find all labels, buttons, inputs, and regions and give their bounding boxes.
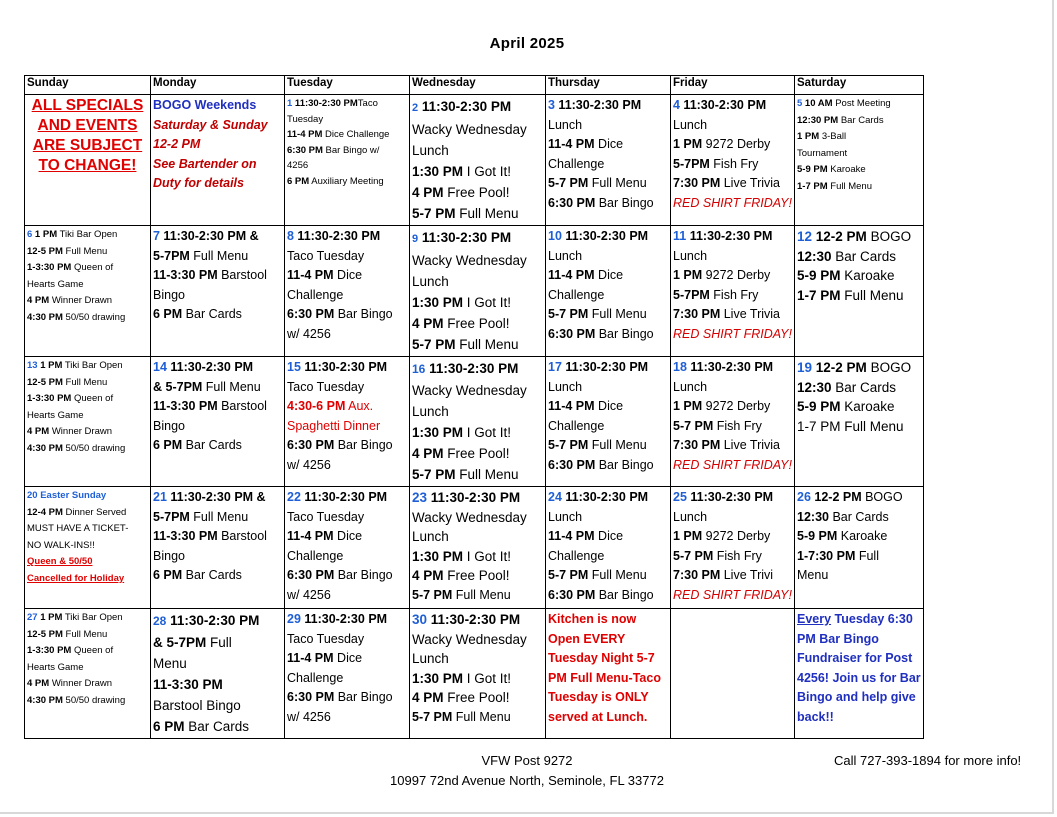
day-cell-7 <box>151 226 285 357</box>
event-line: 8 11:30-2:30 PM <box>287 229 381 243</box>
event-line: Lunch <box>412 651 449 666</box>
day-cell-17 <box>546 357 671 487</box>
day-number: 2 <box>412 102 419 114</box>
day-number: 10 <box>548 229 562 243</box>
event-line: 5-9 PM Karoake <box>797 399 895 414</box>
event-line: Wacky Wednesday <box>412 253 527 268</box>
event-line: & 5-7PM Full <box>153 635 232 650</box>
event-line: w/ 4256 <box>287 587 331 602</box>
kitchen-notice-line: Tuesday is ONLY <box>548 690 649 704</box>
event-line: 1 PM 3-Ball <box>797 131 847 142</box>
day-cell-24 <box>546 487 671 609</box>
empty-cell <box>671 609 795 739</box>
day-cell-15 <box>285 357 410 487</box>
event-line: 5-7PM Fish Fry <box>673 156 759 171</box>
event-line: 12-5 PM Full Menu <box>27 245 108 257</box>
event-line: 1:30 PM I Got It! <box>412 295 512 310</box>
day-number: 8 <box>287 229 294 243</box>
event-line: 1-7 PM Full Menu <box>797 287 904 303</box>
event-line: 11-3:30 PM <box>153 677 223 692</box>
day-number: 18 <box>673 360 687 374</box>
event-line: Tournament <box>797 147 848 159</box>
event-line: 6:30 PM Bar Bingo <box>548 587 654 602</box>
bogo-line: 12-2 PM <box>153 137 201 151</box>
event-line: 6 1 PM Tiki Bar Open <box>27 229 118 240</box>
event-line: 4:30 PM 50/50 drawing <box>27 694 126 706</box>
event-line: 12:30 Bar Cards <box>797 509 889 524</box>
event-line: Taco Tuesday <box>287 248 365 263</box>
calendar-table <box>24 75 924 739</box>
event-line: Challenge <box>287 670 344 685</box>
event-line: 4 PM Winner Drawn <box>27 678 113 689</box>
event-line: Challenge <box>548 156 605 171</box>
fundraiser-line: 4256! Join us for Bar <box>797 670 921 685</box>
event-line: 5-7 PM Full Menu <box>548 307 647 321</box>
week-row-2 <box>25 226 924 357</box>
day-cell-30 <box>410 609 546 739</box>
event-line: 10 11:30-2:30 PM <box>548 229 649 243</box>
day-cell-18 <box>671 357 795 487</box>
day-number: 4 <box>673 98 680 112</box>
day-cell-2 <box>410 95 546 226</box>
event-line: Challenge <box>548 418 605 433</box>
event-line: 1 PM 9272 Derby <box>673 399 771 413</box>
event-line: Challenge <box>548 287 605 302</box>
event-line: 7:30 PM Live Trivia <box>673 176 780 190</box>
event-line: 12:30 Bar Cards <box>797 248 897 264</box>
event-line: 5-7 PM Fish Fry <box>673 548 762 563</box>
event-line: 1:30 PM I Got It! <box>412 164 512 179</box>
day-cell-4 <box>671 95 795 226</box>
event-line: 6 PM Bar Cards <box>153 307 242 321</box>
event-line: 1 PM 9272 Derby <box>673 529 771 543</box>
event-line: 6:30 PM Bar Bingo <box>548 195 654 210</box>
event-line: 21 11:30-2:30 PM & <box>153 490 266 504</box>
event-line: 1-7 PM Full Menu <box>797 418 904 434</box>
event-line: 20 Easter Sunday <box>27 490 107 501</box>
day-number: 3 <box>548 98 555 112</box>
event-line: 5-7 PM Full Menu <box>412 587 511 602</box>
cancelled-note: Queen & 50/50 <box>27 556 93 567</box>
event-line: 11-4 PM Dice <box>548 529 624 543</box>
event-line: 24 11:30-2:30 PM <box>548 490 649 504</box>
event-line: 7:30 PM Live Trivia <box>673 307 780 321</box>
event-line: 4:30 PM 50/50 drawing <box>27 311 126 323</box>
event-line: Challenge <box>548 548 605 563</box>
day-cell-13 <box>25 357 151 487</box>
week-row-4 <box>25 487 924 609</box>
event-line: w/ 4256 <box>287 326 331 341</box>
event-line: 12-5 PM Full Menu <box>27 376 108 388</box>
day-cell-11 <box>671 226 795 357</box>
day-number: 6 <box>27 229 33 240</box>
day-cell-1 <box>285 95 410 226</box>
event-line: Bingo <box>153 548 185 563</box>
day-number: 9 <box>412 233 419 245</box>
event-line: 27 1 PM Tiki Bar Open <box>27 612 123 623</box>
event-line: Lunch <box>548 117 583 132</box>
event-line: Taco Tuesday <box>287 509 365 524</box>
day-number: 1 <box>287 98 293 109</box>
day-cell-25 <box>671 487 795 609</box>
event-line: 6 PM Bar Cards <box>153 568 242 582</box>
event-line: 16 11:30-2:30 PM <box>412 361 519 376</box>
event-line: 4 PM Free Pool! <box>412 690 510 705</box>
fundraiser-line: back!! <box>797 709 834 724</box>
day-cell-21 <box>151 487 285 609</box>
event-line: 6:30 PM Bar Bingo <box>287 438 393 452</box>
day-number: 16 <box>412 362 426 376</box>
day-cell-16 <box>410 357 546 487</box>
week-row-5 <box>25 609 924 739</box>
day-cell-28 <box>151 609 285 739</box>
event-line: Hearts Game <box>27 409 84 421</box>
day-number: 11 <box>673 229 687 243</box>
day-number: 25 <box>673 490 687 504</box>
event-line: 12:30 Bar Cards <box>797 379 897 395</box>
kitchen-notice-cell <box>546 609 671 739</box>
event-line: 1 PM 9272 Derby <box>673 268 771 282</box>
event-line: Lunch <box>548 379 583 394</box>
event-line: 2 11:30-2:30 PM <box>412 99 512 114</box>
weekday-thursday: Thursday <box>546 76 671 95</box>
event-line: 6 PM Bar Cards <box>153 719 250 734</box>
event-line: 14 11:30-2:30 PM <box>153 360 254 374</box>
event-line: 6:30 PM Bar Bingo <box>287 690 393 704</box>
event-line: Challenge <box>287 287 344 302</box>
event-line: 5-7 PM Full Menu <box>548 438 647 452</box>
day-number: 29 <box>287 612 301 626</box>
day-cell-29 <box>285 609 410 739</box>
event-line: 29 11:30-2:30 PM <box>287 612 388 626</box>
event-line: 1-3:30 PM Queen of <box>27 262 114 273</box>
event-line: 5-7 PM Full Menu <box>548 568 647 582</box>
event-line: 1-7 PM Full Menu <box>797 180 872 192</box>
footer-post-name: VFW Post 9272 <box>481 753 573 768</box>
event-line: 25 11:30-2:30 PM <box>673 490 774 504</box>
event-line: Tuesday <box>287 113 324 125</box>
fundraiser-line: PM Bar Bingo <box>797 631 879 646</box>
weekday-monday: Monday <box>151 76 285 95</box>
day-number: 5 <box>797 98 803 109</box>
event-line: 12-4 PM Dinner Served <box>27 506 127 518</box>
event-line: Spaghetti Dinner <box>287 418 381 433</box>
day-cell-8 <box>285 226 410 357</box>
event-line: 1-3:30 PM Queen of <box>27 645 114 656</box>
footer-address: 10997 72nd Avenue North, Seminole, FL 33772 <box>390 773 664 788</box>
bogo-line: Duty for details <box>153 176 244 190</box>
event-line: 1-7:30 PM Full <box>797 548 879 563</box>
day-number: 30 <box>412 612 428 627</box>
event-line: 23 11:30-2:30 PM <box>412 490 521 505</box>
notice-line: ALL SPECIALS <box>31 97 144 114</box>
event-line: 5-9 PM Karoake <box>797 529 888 543</box>
day-cell-23 <box>410 487 546 609</box>
event-line: Hearts Game <box>27 278 84 290</box>
event-line: Lunch <box>548 248 583 263</box>
event-line: 1 11:30-2:30 PMTaco <box>287 98 378 109</box>
event-line: 11-4 PM Dice <box>548 399 624 413</box>
event-line: 18 11:30-2:30 PM <box>673 360 774 374</box>
event-line: 4 11:30-2:30 PM <box>673 98 767 112</box>
event-line: Taco Tuesday <box>287 379 365 394</box>
event-line: 4:30-6 PM Aux. <box>287 399 374 413</box>
event-line: 7 11:30-2:30 PM & <box>153 229 259 243</box>
cancelled-note: Cancelled for Holiday <box>27 572 125 584</box>
day-number: 27 <box>27 612 38 623</box>
event-line: Bingo <box>153 418 185 433</box>
day-cell-14 <box>151 357 285 487</box>
fundraiser-line: Fundraiser for Post <box>797 651 913 665</box>
red-shirt-friday-note: RED SHIRT FRIDAY! <box>673 587 792 602</box>
event-line: 5-7 PM Full Menu <box>412 709 511 724</box>
day-cell-5 <box>795 95 924 226</box>
day-cell-27 <box>25 609 151 739</box>
event-line: Bingo <box>153 287 185 302</box>
event-line: Challenge <box>287 548 344 563</box>
notice-cell <box>25 95 151 226</box>
event-line: Lunch <box>412 274 449 289</box>
day-number: 17 <box>548 360 562 374</box>
event-line: 11-4 PM Dice <box>287 268 363 282</box>
day-number: 28 <box>153 614 167 628</box>
red-shirt-friday-note: RED SHIRT FRIDAY! <box>673 195 792 210</box>
event-line: Barstool Bingo <box>153 698 241 713</box>
event-line: 1-3:30 PM Queen of <box>27 393 114 404</box>
event-line: 11-4 PM Dice Challenge <box>287 129 390 140</box>
event-line: Lunch <box>412 404 449 419</box>
event-line: 12-5 PM Full Menu <box>27 628 108 640</box>
event-line: 11-3:30 PM Barstool <box>153 268 267 282</box>
day-cell-20 <box>25 487 151 609</box>
event-line: MUST HAVE A TICKET- <box>27 523 129 534</box>
day-cell-12 <box>795 226 924 357</box>
event-line: 30 11:30-2:30 PM <box>412 612 521 627</box>
event-line: 5 10 AM Post Meeting <box>797 98 891 109</box>
event-line: 5-7PM Full Menu <box>153 509 249 524</box>
kitchen-notice-line: Tuesday Night 5-7 <box>548 651 655 665</box>
event-line: w/ 4256 <box>287 709 331 724</box>
event-line: 9 11:30-2:30 PM <box>412 230 512 245</box>
event-line: 4256 <box>287 160 309 171</box>
event-line: 7:30 PM Live Trivia <box>673 438 780 452</box>
event-line: 28 11:30-2:30 PM <box>153 613 260 628</box>
event-line: 11-4 PM Dice <box>287 529 363 543</box>
event-line: 6:30 PM Bar Bingo w/ <box>287 144 380 156</box>
event-line: Taco Tuesday <box>287 631 365 646</box>
day-cell-6 <box>25 226 151 357</box>
notice-line: ARE SUBJECT <box>32 137 143 154</box>
event-line: 19 12-2 PM BOGO <box>797 360 912 375</box>
day-cell-9 <box>410 226 546 357</box>
day-number: 7 <box>153 229 160 243</box>
kitchen-notice-line: PM Full Menu-Taco <box>548 670 661 685</box>
bogo-heading: BOGO Weekends <box>153 98 257 112</box>
day-cell-3 <box>546 95 671 226</box>
event-line: 11-3:30 PM Barstool <box>153 529 267 543</box>
event-line: 1:30 PM I Got It! <box>412 425 512 440</box>
fundraiser-line: Bingo and help give <box>797 690 916 704</box>
event-line: Lunch <box>548 509 583 524</box>
event-line: w/ 4256 <box>287 457 331 472</box>
event-line: 5-9 PM Karoake <box>797 268 895 283</box>
day-cell-10 <box>546 226 671 357</box>
weekday-wednesday: Wednesday <box>410 76 546 95</box>
event-line: 26 12-2 PM BOGO <box>797 490 903 504</box>
weekday-sunday: Sunday <box>25 76 151 95</box>
event-line: 22 11:30-2:30 PM <box>287 490 388 504</box>
kitchen-notice-line: Kitchen is now <box>548 612 637 626</box>
day-cell-26 <box>795 487 924 609</box>
calendar-title: April 2025 <box>489 35 565 52</box>
day-number: 22 <box>287 490 301 504</box>
day-number: 24 <box>548 490 562 504</box>
event-line: 1 PM 9272 Derby <box>673 137 771 151</box>
event-line: 6:30 PM Bar Bingo <box>548 326 654 341</box>
event-line: Wacky Wednesday <box>412 509 527 525</box>
event-line: 12 12-2 PM BOGO <box>797 229 912 244</box>
event-line: & 5-7PM Full Menu <box>153 379 261 394</box>
event-line: 5-7PM Fish Fry <box>673 287 759 302</box>
event-line: 4:30 PM 50/50 drawing <box>27 442 126 454</box>
event-line: 4 PM Free Pool! <box>412 446 510 461</box>
week-row-3 <box>25 357 924 487</box>
event-line: 11-3:30 PM Barstool <box>153 399 267 413</box>
day-number: 21 <box>153 490 167 504</box>
day-number: 14 <box>153 360 167 374</box>
week-row-1 <box>25 95 924 226</box>
event-line: Wacky Wednesday <box>412 122 527 137</box>
event-line: Lunch <box>673 248 708 263</box>
event-line: 5-7 PM Full Menu <box>412 206 519 221</box>
bogo-weekends-cell <box>151 95 285 226</box>
event-line: 5-7 PM Full Menu <box>412 467 519 482</box>
weekday-friday: Friday <box>671 76 795 95</box>
day-number: 13 <box>27 360 38 371</box>
event-line: 4 PM Free Pool! <box>412 185 510 200</box>
notice-line: AND EVENTS <box>37 117 138 134</box>
day-cell-19 <box>795 357 924 487</box>
event-line: Lunch <box>412 143 449 158</box>
event-line: 11-4 PM Dice <box>287 651 363 665</box>
weekday-tuesday: Tuesday <box>285 76 410 95</box>
day-number: 15 <box>287 360 301 374</box>
event-line: NO WALK-INS!! <box>27 539 95 551</box>
event-line: 11 11:30-2:30 PM <box>673 229 773 243</box>
fundraiser-line: Every Tuesday 6:30 <box>797 612 913 626</box>
event-line: 5-7 PM Full Menu <box>412 337 519 352</box>
red-shirt-friday-note: RED SHIRT FRIDAY! <box>673 326 792 341</box>
day-number: 12 <box>797 229 813 244</box>
event-line: Lunch <box>673 379 708 394</box>
event-line: 17 11:30-2:30 PM <box>548 360 649 374</box>
kitchen-notice-line: served at Lunch. <box>548 709 648 724</box>
bogo-line: Saturday & Sunday <box>153 117 268 132</box>
event-line: 5-7PM Full Menu <box>153 248 249 263</box>
event-line: Lunch <box>412 529 449 544</box>
event-line: 4 PM Winner Drawn <box>27 295 113 306</box>
day-number: 19 <box>797 360 813 375</box>
event-line: Hearts Game <box>27 661 84 673</box>
day-number: 20 <box>27 490 38 501</box>
event-line: 4 PM Free Pool! <box>412 568 510 583</box>
footer-contact-info: Call 727-393-1894 for more info! <box>834 753 1022 768</box>
event-line: Lunch <box>673 117 708 132</box>
event-line: 5-7 PM Fish Fry <box>673 418 762 433</box>
event-line: 12:30 PM Bar Cards <box>797 114 884 126</box>
event-line: Menu <box>153 656 187 671</box>
bingo-fundraiser-cell <box>795 609 924 739</box>
event-line: 5-9 PM Karoake <box>797 164 866 175</box>
event-line: 5-7 PM Full Menu <box>548 176 647 190</box>
day-number: 26 <box>797 490 811 504</box>
event-line: 6 PM Auxiliary Meeting <box>287 175 384 187</box>
event-line: 1:30 PM I Got It! <box>412 670 512 686</box>
day-cell-22 <box>285 487 410 609</box>
weekday-saturday: Saturday <box>795 76 924 95</box>
event-line: Wacky Wednesday <box>412 631 527 647</box>
event-line: 4 PM Free Pool! <box>412 316 510 331</box>
bogo-line: See Bartender on <box>153 156 257 171</box>
weekday-header-row <box>25 76 924 95</box>
event-line: 1:30 PM I Got It! <box>412 548 512 564</box>
event-line: 6:30 PM Bar Bingo <box>287 307 393 321</box>
notice-line: TO CHANGE! <box>38 157 137 174</box>
red-shirt-friday-note: RED SHIRT FRIDAY! <box>673 457 792 472</box>
event-line: 4 PM Winner Drawn <box>27 426 113 437</box>
event-line: Menu <box>797 568 829 582</box>
event-line: 6:30 PM Bar Bingo <box>548 457 654 472</box>
event-line: Lunch <box>673 509 708 524</box>
event-line: 13 1 PM Tiki Bar Open <box>27 360 123 371</box>
event-line: 6 PM Bar Cards <box>153 438 242 452</box>
day-number: 23 <box>412 490 428 505</box>
kitchen-notice-line: Open EVERY <box>548 631 626 646</box>
event-line: 6:30 PM Bar Bingo <box>287 568 393 582</box>
event-line: 7:30 PM Live Trivi <box>673 568 774 582</box>
event-line: 11-4 PM Dice <box>548 137 624 151</box>
event-line: 11-4 PM Dice <box>548 268 624 282</box>
event-line: 3 11:30-2:30 PM <box>548 98 642 112</box>
event-line: 15 11:30-2:30 PM <box>287 360 388 374</box>
event-line: Wacky Wednesday <box>412 383 527 398</box>
